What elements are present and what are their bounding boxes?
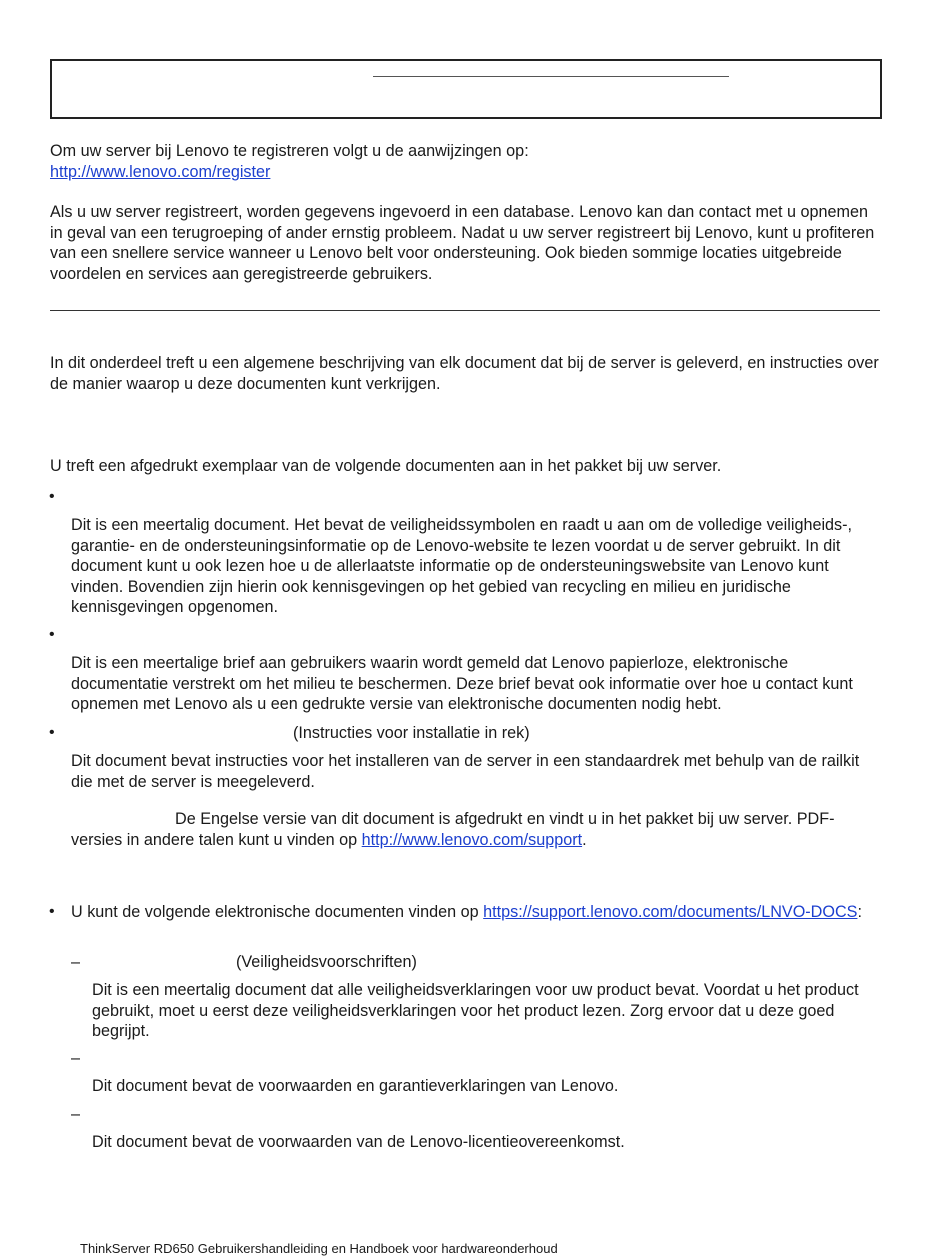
register-link[interactable]: http://www.lenovo.com/register — [50, 162, 271, 181]
dash-3: – — [71, 1105, 81, 1123]
electronic-doc-desc-2: Dit document bevat de voorwaarden en garantieverklaringen van Lenovo. — [92, 1077, 619, 1095]
lnvo-docs-link[interactable]: https://support.lenovo.com/documents/LNVO-DOCS — [483, 903, 858, 921]
header-box-rule — [373, 76, 729, 77]
bullet-2: • — [49, 626, 55, 643]
printed-doc-note-3 — [71, 809, 879, 850]
docs-intro: In dit onderdeel treft u een algemene beschrijving van elk document dat bij de server is geleverd, en instructies over de manier waarop u deze documenten kunt verkrijgen. — [50, 354, 879, 393]
note-end: . — [582, 830, 587, 849]
bullet-3: • — [49, 724, 55, 741]
page-footer: ThinkServer RD650 Gebruikershandleiding en Handboek voor hardwareonderhoud — [80, 1241, 558, 1256]
printed-doc-desc-3: Dit document bevat instructies voor het installeren van de server in een standaardrek met behulp van de railkit die met de server is meegeleverd. — [71, 752, 860, 791]
register-intro-text: Om uw server bij Lenovo te registreren volgt u de aanwijzingen op: — [50, 142, 529, 160]
section-divider — [50, 310, 880, 311]
electronic-colon: : — [857, 903, 862, 921]
bullet-4: • — [49, 903, 55, 920]
register-intro — [50, 141, 880, 182]
electronic-doc-title-1: (Veiligheidsvoorschriften) — [236, 953, 417, 971]
electronic-docs-intro — [71, 902, 879, 923]
printed-doc-title-3: (Instructies voor installatie in rek) — [293, 724, 530, 742]
note-text: De Engelse versie van dit document is afgedrukt en vindt u in het pakket bij uw server. PDF-versies in andere talen kunt u vinden op — [71, 810, 835, 849]
bullet-1: • — [49, 488, 55, 505]
register-body: Als u uw server registreert, worden gegevens ingevoerd in een database. Lenovo kan dan contact met u opnemen in geval van een terugroeping of ander ernstig probleem. Nadat u uw server registreert bij Lenovo, kunt u profiteren van een snellere service wanneer u Lenovo belt voor ondersteuning. Ook bieden sommige locaties uitgebreide voordelen en services aan geregistreerde gebruikers. — [50, 203, 875, 283]
printed-doc-desc-2: Dit is een meertalige brief aan gebruikers waarin wordt gemeld dat Lenovo papierloze, elektronische documentatie verstrekt om het milieu te beschermen. Deze brief bevat ook informatie over hoe u contact kunt opnemen met Lenovo als u een gedrukte versie van elektronische documenten nodig hebt. — [71, 654, 853, 714]
electronic-doc-desc-3: Dit document bevat de voorwaarden van de Lenovo-licentieovereenkomst. — [92, 1133, 625, 1151]
printed-doc-desc-1: Dit is een meertalig document. Het bevat de veiligheidssymbolen en raadt u aan om de volledige veiligheids-, garantie- en de ondersteuningsinformatie op de Lenovo-website te lezen voordat u de server gebruikt. In dit document kunt u ook lezen hoe u de allerlaatste informatie op de ondersteuningswebsite van Lenovo kunt vinden. Bovendien zijn hierin ook kennisgevingen op het gebied van recycling en milieu en juridische kennisgevingen opgenomen. — [71, 516, 853, 617]
dash-1: – — [71, 953, 81, 971]
printed-docs-intro: U treft een afgedrukt exemplaar van de volgende documenten aan in het pakket bij uw server. — [50, 457, 722, 475]
electronic-doc-desc-1: Dit is een meertalig document dat alle veiligheidsverklaringen voor uw product bevat. Voordat u het product gebruikt, moet u eerst deze veiligheidsverklaringen voor het product lezen. Zorg ervoor dat u deze goed begrijpt. — [92, 981, 859, 1041]
dash-2: – — [71, 1049, 81, 1067]
header-box — [50, 59, 882, 119]
support-link[interactable]: http://www.lenovo.com/support — [361, 830, 583, 849]
electronic-intro-text: U kunt de volgende elektronische documenten vinden op — [71, 903, 479, 921]
